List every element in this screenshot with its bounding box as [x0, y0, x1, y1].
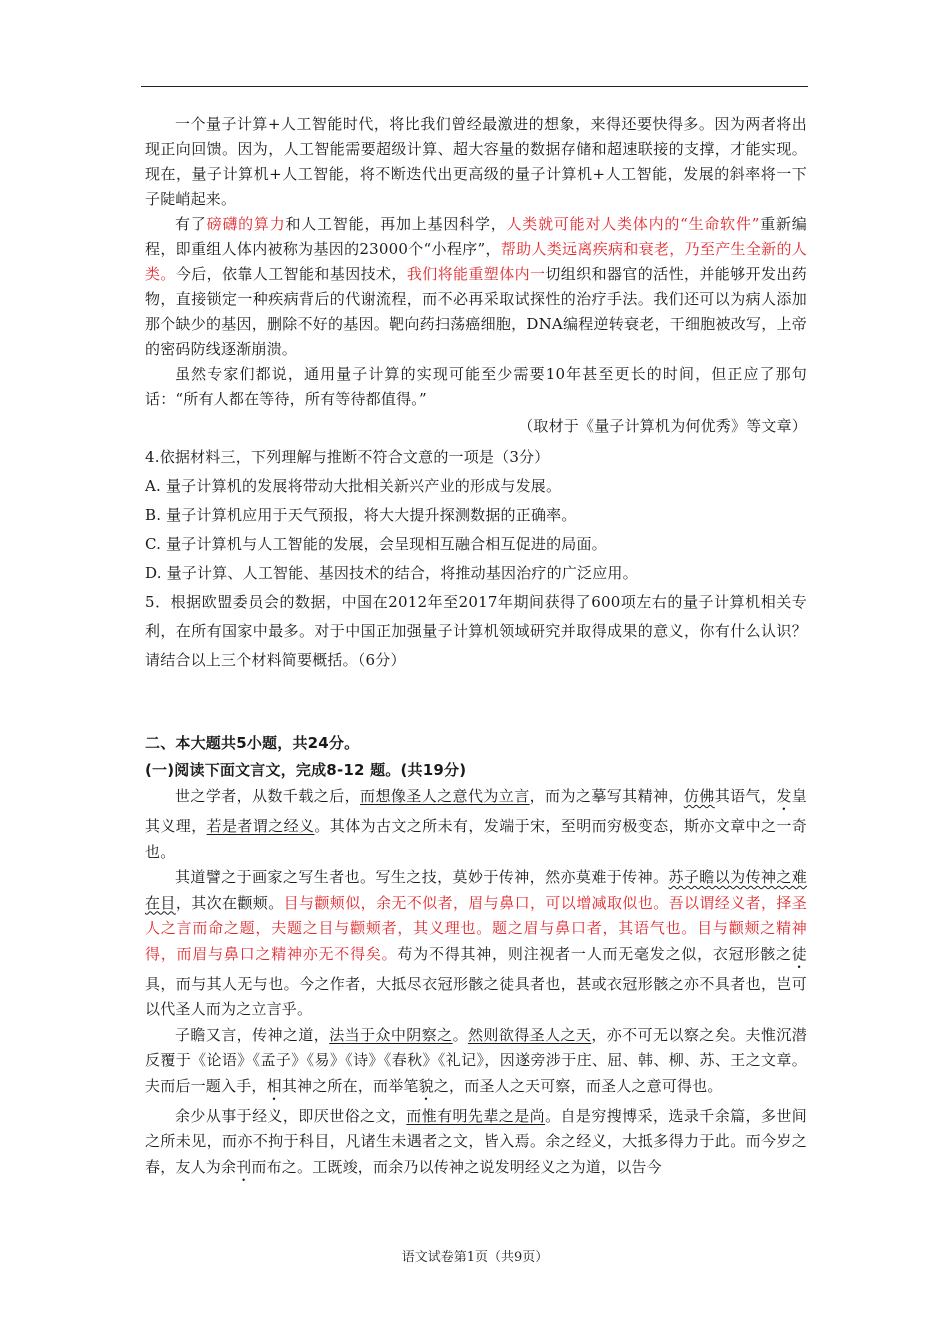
classical-paragraph-4: [145, 1104, 807, 1185]
highlighted-text: 我们将能重塑体内一: [406, 265, 546, 283]
classical-paragraph-2: [145, 865, 807, 1023]
text-run: 具，而与其人无与也。今之作者，大抵尽衣冠形骸之徒具者也，甚或衣冠形骸之亦不具者也，岂可以代圣人而为之立言乎。: [145, 974, 807, 1018]
text-run: 其道譬之于画家之写生者也。写生之技，莫妙于传神，然亦莫难于传神。: [175, 868, 669, 886]
classical-passage: [145, 784, 807, 1185]
text-run: 切组织和器官的活性，并能够开发出药物，直接锁定一种疾病背后的代谢流程，而不必再采取试探性的治疗手法。我们还可以为病人添加那个缺少的基因，删除不好的基因。靶向药扫荡癌细胞，DNA编程逆转衰老，干细胞被改写，上帝的密码防线逐渐崩溃。: [145, 265, 807, 358]
question-5: 5．根据欧盟委员会的数据，中国在2012年至2017年期间获得了600项左右的量子计算机相关专利，在所有国家中最多。对于中国正加强量子计算机领域研究并取得成果的意义，你有什么认识？请结合以上三个材料简要概括。（6分）: [145, 593, 807, 669]
wavy-underlined-text: 苏子瞻以为传神之难在目: [145, 868, 807, 912]
text-run: 。: [452, 1025, 468, 1044]
section-2-subtitle: (一)阅读下面文言文，完成8-12 题。(共19分): [145, 761, 467, 779]
section-gap: [145, 675, 807, 730]
exam-page: [145, 112, 807, 1185]
text-run: 余少从事于经义，即厌世俗之文，: [175, 1106, 407, 1125]
passage3-paragraph-1: 一个量子计算+人工智能时代，将比我们曾经最激进的想象，来得还要快得多。因为两者将出现正向回馈。因为，人工智能需要超级计算、超大容量的数据存储和超速联接的支撑，才能实现。现在，量子计算机+人工智能，将不断迭代出更高级的量子计算机+人工智能，发展的斜率将一下子陡峭起来。: [145, 115, 807, 208]
underlined-text: 而惟有明先辈之是尚: [406, 1106, 546, 1125]
text-run: ，亦不可无以察之矣。夫惟沉潜反覆于《论语》《孟子》《易》《诗》《春秋》《礼记》，因遂旁涉于庄、屈、韩、柳、苏、王之文章。夫而后一题入手，: [145, 1025, 807, 1095]
passage3-paragraph-2: [145, 212, 807, 362]
text-run: ，其次在颧颊。: [175, 893, 284, 912]
classical-paragraph-3: [145, 1023, 807, 1104]
underlined-text: 若是者谓之经义: [206, 817, 315, 835]
dotted-character: 发: [776, 787, 792, 805]
text-run: 。自是穷搜博采，选录千余篇，多世间之所未见，而亦不拘于科目，凡诸生未遇者之文，皆入焉。余之经义，大抵多得力于此。而今岁之春，友人为余: [145, 1106, 807, 1176]
highlighted-text: 帮助人类远离疾病和衰老，乃至产生全新的人类。: [145, 240, 807, 283]
question-4-option-b: B. 量子计算机应用于天气预报，将大大提升探测数据的正确率。: [145, 506, 577, 524]
text-run: 其语气，: [714, 787, 777, 805]
underlined-text: 法当于众中阴察之: [329, 1025, 453, 1044]
text-run: 世之学者，从数千载之后，: [175, 787, 361, 805]
dotted-character: 刊: [236, 1157, 252, 1176]
page-footer: 语文试卷第1页（共9页）: [401, 1250, 549, 1265]
text-run: 之，而圣人之天可察，而圣人之意可得也。: [433, 1076, 723, 1095]
text-run: 而布之。工既竣，而余乃以传神之说发明经义之为道，以告今: [251, 1157, 662, 1176]
header-rule: [141, 86, 808, 87]
text-run: 。其体为古文之所未有，发端于宋，至明而穷极变态，斯亦文章中之一奇也。: [145, 817, 807, 861]
dotted-character: 徒: [791, 944, 807, 963]
underlined-text: 而想像圣人之意代为立言: [360, 787, 530, 805]
text-run: 有了: [175, 215, 207, 233]
classical-paragraph-1: [145, 784, 807, 865]
passage3-source: （取材于《量子计算机为何优秀》等文章）: [518, 417, 807, 435]
text-run: 今后，依靠人工智能和基因技术，: [175, 265, 407, 283]
underlined-text: 然则欲得圣人之天: [467, 1025, 592, 1044]
section-2-title: 二、本大题共5小题，共24分。: [145, 734, 360, 752]
wavy-underlined-text: 仿佛: [683, 787, 715, 805]
highlighted-text: 目与颧颊似，余无不似者，眉与鼻口，可以增减取似也。吾以谓经义者，择圣人之言而命之题，夫题之目与颧颊者，其义理也。题之眉与鼻口者，其语气也。目与颧颊之精神得，而眉与鼻口之精神亦无不得矣。: [145, 893, 807, 963]
dotted-character: 貌: [418, 1076, 434, 1095]
text-run: 苟为不得其神，则注视者一人而无毫发之似，衣冠形骸之: [397, 944, 792, 963]
question-4-option-a: A. 量子计算机的发展将带动大批相关新兴产业的形成与发展。: [145, 477, 562, 495]
question-4-stem: 4.依据材料三，下列理解与推断不符合文意的一项是（3分）: [145, 448, 550, 466]
highlighted-text: 磅礴的算力: [206, 215, 286, 233]
highlighted-text: 人类就可能对人类体内的“生命软件”: [506, 215, 760, 233]
text-run: 其神之所在，而举笔: [281, 1076, 419, 1095]
question-4-option-d: D. 量子计算、人工智能、基因技术的结合，将推动基因治疗的广泛应用。: [145, 564, 638, 582]
text-run: ，而为之摹写其精神，: [529, 787, 684, 805]
text-run: 和人工智能，再加上基因科学，: [285, 215, 507, 233]
text-run: 重新编程，即重组人体内被称为基因的23000个“小程序”，: [145, 215, 807, 258]
text-run: 皇其义理，: [145, 787, 807, 835]
text-run: 子瞻又言，传神之道，: [175, 1025, 330, 1044]
passage3-paragraph-3: 虽然专家们都说，通用量子计算的实现可能至少需要10年甚至更长的时间，但正应了那句话：“所有人都在等待，所有等待都值得。”: [145, 365, 807, 408]
dotted-character: 相: [266, 1076, 282, 1095]
question-4-option-c: C. 量子计算机与人工智能的发展，会呈现相互融合相互促进的局面。: [145, 535, 607, 553]
